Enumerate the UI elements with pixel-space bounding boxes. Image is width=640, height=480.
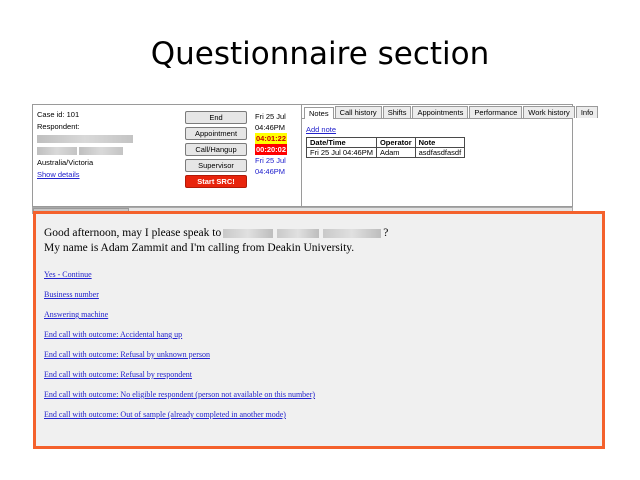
redacted-name xyxy=(37,133,177,145)
call-hangup-button[interactable]: Call/Hangup xyxy=(185,143,247,156)
tab-info[interactable]: Info xyxy=(576,106,599,118)
respondent-label: Respondent: xyxy=(37,122,80,131)
cell-datetime: Fri 25 Jul 04:46PM xyxy=(307,148,377,158)
option-refusal-unknown-person[interactable]: End call with outcome: Refusal by unknown person xyxy=(44,350,210,359)
greeting-suffix: ? xyxy=(383,227,389,239)
option-accidental-hangup[interactable]: End call with outcome: Accidental hang up xyxy=(44,330,183,339)
notes-table xyxy=(306,137,465,158)
call-app-panel xyxy=(32,104,594,207)
greeting-line-2: My name is Adam Zammit and I'm calling from Deakin University. xyxy=(44,242,355,254)
tab-call-history[interactable]: Call history xyxy=(335,106,382,118)
add-note-link[interactable]: Add note xyxy=(306,125,337,134)
tab-shifts[interactable]: Shifts xyxy=(383,106,412,118)
questionnaire-script-box xyxy=(33,211,605,449)
option-no-eligible-respondent[interactable]: End call with outcome: No eligible respondent (person not available on this number) xyxy=(44,390,316,399)
tab-work-history[interactable]: Work history xyxy=(523,106,575,118)
option-answering-machine[interactable]: Answering machine xyxy=(44,310,109,319)
redacted-last-name xyxy=(323,229,381,238)
greeting-line-1 xyxy=(44,226,602,241)
current-time: 04:46PM xyxy=(255,123,286,132)
page-title: Questionnaire section xyxy=(150,36,490,72)
call-start-date: Fri 25 Jul xyxy=(255,156,286,165)
table-header-row xyxy=(307,138,465,148)
call-timer: 00:20:02 xyxy=(256,145,287,154)
tab-notes[interactable]: Notes xyxy=(304,107,334,119)
notes-pane xyxy=(301,105,594,206)
option-refusal-by-respondent[interactable]: End call with outcome: Refusal by respondent xyxy=(44,370,192,379)
redacted-middle-name xyxy=(277,229,319,238)
call-start-time: 04:46PM xyxy=(255,167,286,176)
supervisor-button[interactable]: Supervisor xyxy=(185,159,247,172)
current-date: Fri 25 Jul xyxy=(255,112,286,121)
appointment-button[interactable]: Appointment xyxy=(185,127,247,140)
column-header-operator: Operator xyxy=(376,138,415,148)
option-business-number[interactable]: Business number xyxy=(44,290,99,299)
column-header-note: Note xyxy=(415,138,465,148)
case-location: Australia/Victoria xyxy=(37,158,94,167)
tab-performance[interactable]: Performance xyxy=(469,106,522,118)
start-src-button[interactable]: Start SRC! xyxy=(185,175,247,188)
script-options-list xyxy=(44,270,602,419)
cell-note: asdfasdfasdf xyxy=(415,148,465,158)
redacted-phone xyxy=(37,145,177,157)
tab-appointments[interactable]: Appointments xyxy=(412,106,468,118)
redacted-first-name xyxy=(223,229,273,238)
case-id-label: Case id: 101 xyxy=(37,110,80,119)
cell-operator: Adam xyxy=(376,148,415,158)
case-info-block xyxy=(37,109,177,181)
end-button[interactable]: End xyxy=(185,111,247,124)
time-status-block xyxy=(255,111,299,177)
greeting-prefix: Good afternoon, may I please speak to xyxy=(44,227,222,239)
option-out-of-sample[interactable]: End call with outcome: Out of sample (already completed in another mode) xyxy=(44,410,286,419)
shift-timer: 04:01:22 xyxy=(256,134,287,143)
tabstrip xyxy=(302,105,594,119)
table-row xyxy=(307,148,465,158)
column-header-datetime: Date/Time xyxy=(307,138,377,148)
option-yes-continue[interactable]: Yes - Continue xyxy=(44,270,92,279)
call-action-buttons xyxy=(185,111,247,191)
show-details-link[interactable]: Show details xyxy=(37,170,80,179)
